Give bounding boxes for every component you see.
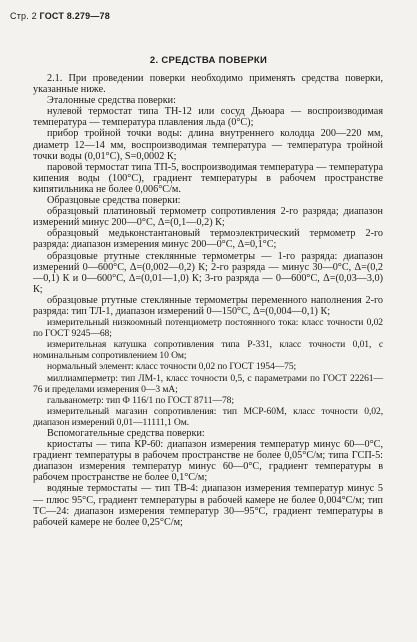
paragraph: миллиамперметр: тип ЛМ-1, класс точности 0,5, с параметрами по ГОСТ 22261—76 и пределами измерения 0—3 мА; [33, 372, 383, 395]
paragraph: прибор тройной точки воды: длина внутреннего колодца 200—220 мм, диаметр 12—14 мм, воспроизводимая температура — температура тройной точки воды (0,01°С), S=0,0002 К; [33, 128, 383, 162]
page-header [10, 11, 110, 21]
paragraph: измерительный низкоомный потенциометр постоянного тока: класс точности 0,02 по ГОСТ 9245—68; [33, 317, 383, 340]
subheading: Вспомогательные средства поверки: [47, 428, 205, 439]
paragraph: водяные термостаты — тип ТВ-4: диапазон измерения температур минус 5 — плюс 95°С, градиент температуры в рабочей камере не более 0,004°С/м; тип ТС—24: диапазон измерения температур 30—95°С, градиент температуры в рабочей камере не более 0,25°С/м; [33, 483, 383, 528]
paragraph: 2.1. При проведении поверки необходимо применять средства поверки, указанные ниже. [33, 73, 383, 96]
paragraph: нормальный элемент: класс точности 0,02 по ГОСТ 1954—75; [47, 361, 297, 373]
paragraph: образцовые ртутные стеклянные термометры — 1-го разряда: диапазон измерений 0—600°С, Δ=(0,002—0,2) К; 2-го разряда — минус 30—0°С, Δ=(0,2—0,1) К и 0—600°С, Δ=(0,01—1,0) К; 3-го разряда — 0—600°С, Δ=(0,03—3,0) К; [33, 250, 383, 295]
subheading: Образцовые средства поверки: [47, 195, 181, 207]
paragraph: гальванометр: тип Ф 116/1 по ГОСТ 8711—78; [47, 394, 234, 406]
paragraph: паровой термостат типа ТП-5, воспроизводимая температура — температура кипения воды (100°С), градиент температуры в рабочем пространстве кипятильника не более 0,006°С/м. [33, 161, 383, 195]
page-number: Стр. 2 [10, 11, 37, 21]
subheading: Эталонные средства поверки: [47, 95, 176, 107]
section-title: 2. СРЕДСТВА ПОВЕРКИ [149, 55, 268, 66]
document-code: ГОСТ 8.279—78 [39, 11, 110, 21]
paragraph: образцовые ртутные стеклянные термометры переменного наполнения 2-го разряда: тип ТЛ-1, диапазон измерений 0—150°С, Δ=(0,004—0,1) К; [33, 294, 383, 317]
paragraph: образцовый медьконстантановый термоэлектрический термометр 2-го разряда: диапазон измерения минус 200—0°С, Δ=0,1°С; [33, 228, 383, 251]
paragraph: нулевой термостат типа ТН-12 или сосуд Дьюара — воспроизводимая температура — температура плавления льда (0°С); [33, 106, 383, 129]
document-body [33, 73, 383, 528]
paragraph: измерительный магазин сопротивления: тип МСР-60М, класс точности 0,02, диапазон измерений 0,01—11111,1 Ом. [33, 405, 383, 428]
paragraph: образцовый платиновый термометр сопротивления 2-го разряда; диапазон измерений минус 200—0°С, Δ=(0,1—0,2) К; [33, 206, 383, 229]
paragraph: измерительная катушка сопротивления типа Р-331, класс точности 0,01, с номинальным сопротивлением 10 Ом; [33, 339, 383, 362]
paragraph: криостаты — типа КР-60: диапазон измерения температур минус 60—0°С, градиент температуры в рабочем пространстве не более 0,05°С/м; типа ГСП-5: диапазон измерения температур минус 60—0°С, градиент температуры в рабочем пространстве не более 0,1°С/м; [33, 439, 383, 484]
